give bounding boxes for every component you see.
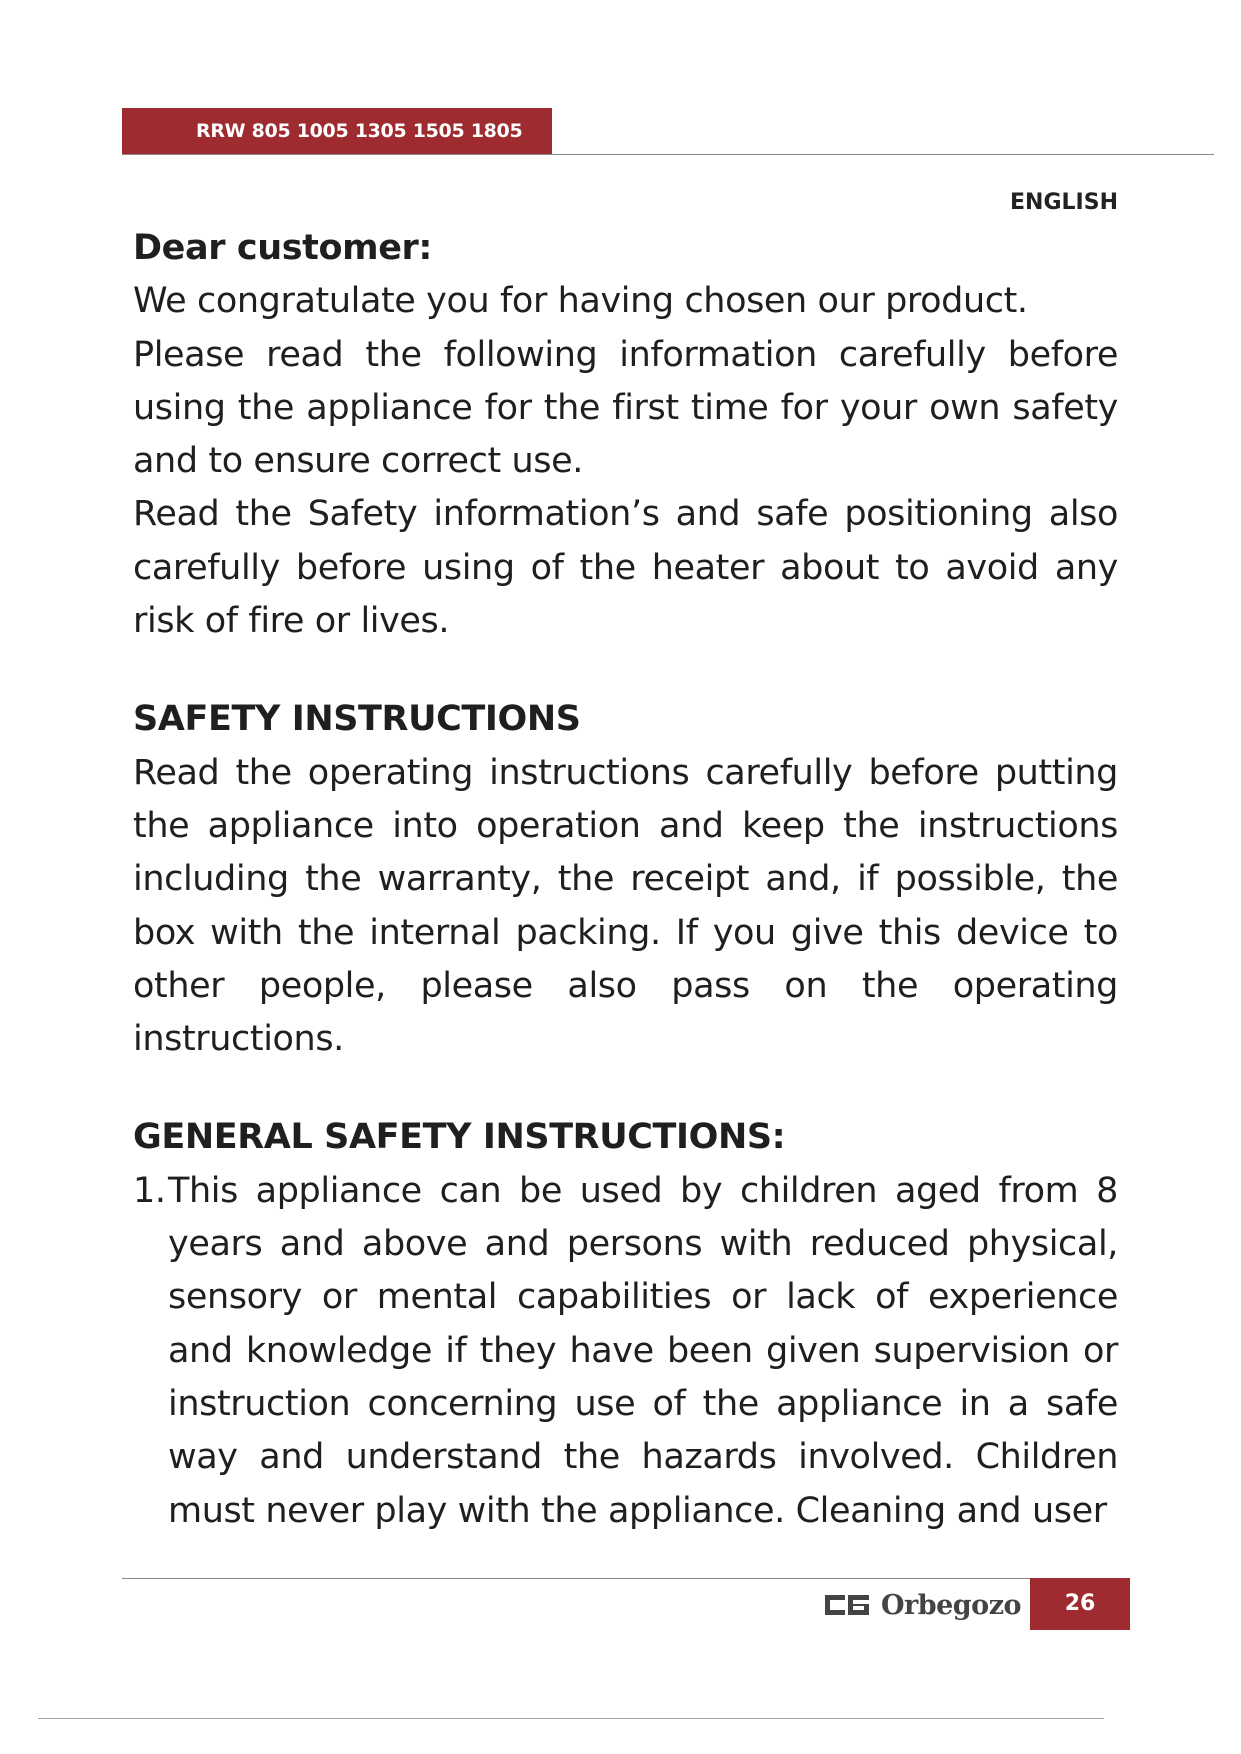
section-gap: [133, 648, 1118, 693]
footer-divider: [122, 1578, 1130, 1579]
intro-paragraph-2: Read the Safety information’s and safe positioning also carefully before using of the heater about to avoid any risk of fire or lives.: [133, 494, 1118, 642]
safety-paragraph: Read the operating instructions carefully before putting the appliance into operation and keep the instructions including the warranty, the receipt and, if possible, the box with the internal packing. If you give this device to other people, please also pass on the operating instructions.: [133, 752, 1118, 1060]
brand-name: Orbegozo: [881, 1589, 1022, 1621]
header-divider: [122, 154, 1214, 155]
page-content: [133, 222, 1118, 1538]
list-item-number: 1.: [133, 1170, 166, 1211]
page-number: 26: [1064, 1591, 1096, 1616]
safety-heading: SAFETY INSTRUCTIONS: [133, 699, 581, 740]
intro-paragraph-1: Please read the following information carefully before using the appliance for the first time for your own safety and to ensure correct use.: [133, 334, 1118, 482]
general-safety-heading: GENERAL SAFETY INSTRUCTIONS:: [133, 1117, 786, 1158]
page-bottom-divider: [38, 1718, 1104, 1719]
header-model-tab: [122, 108, 552, 154]
greeting-heading: Dear customer:: [133, 228, 432, 268]
language-label: ENGLISH: [1010, 190, 1118, 215]
brand-logo: [825, 1588, 1021, 1622]
list-item: [133, 1165, 1118, 1538]
brand-mark-icon: [825, 1593, 869, 1617]
list-item-text: This appliance can be used by children aged from 8 years and above and persons with reduced physical, sensory or mental capabilities or lack of experience and knowledge if they have been given supervision or instruction concerning use of the appliance in a safe way and understand the hazards involved. Children must never play with the appliance. Cleaning and user: [168, 1170, 1118, 1531]
brand-mark-svg: [825, 1593, 869, 1617]
section-gap: [133, 1066, 1118, 1111]
page-number-badge: [1030, 1578, 1130, 1630]
intro-line: We congratulate you for having chosen our product.: [133, 281, 1028, 322]
header-models-label: RRW 805 1005 1305 1505 1805: [196, 120, 523, 142]
